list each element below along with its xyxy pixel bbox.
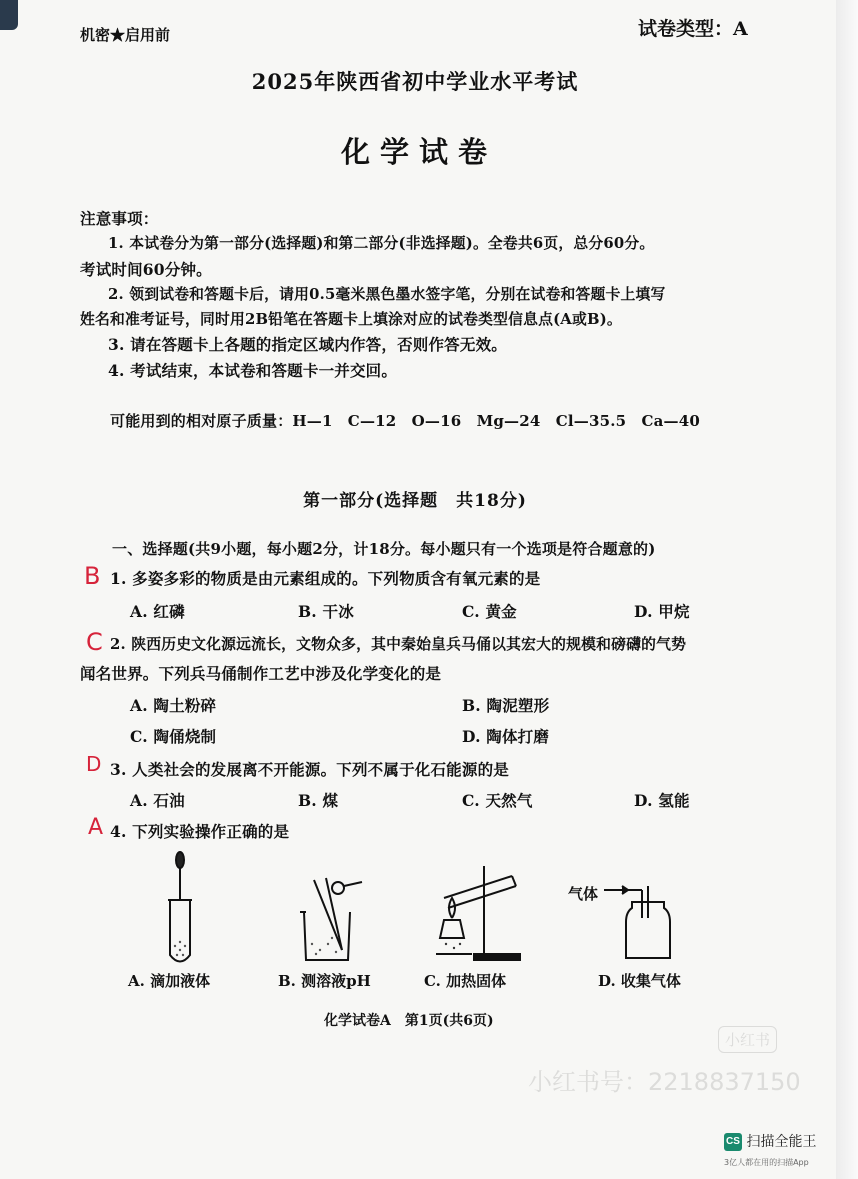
caption-d: D. 收集气体 [598, 972, 681, 990]
gas-collection-illustration [604, 878, 684, 968]
q1-option-a: A. 红磷 [130, 602, 185, 621]
watermark-badge: 小红书 [718, 1026, 777, 1053]
note-1a: 1. 本试卷分为第一部分(选择题)和第二部分(非选择题)。全卷共6页，总分60分。 [108, 235, 655, 252]
scanner-brand [724, 1131, 816, 1151]
atomic-masses: 可能用到的相对原子质量：H—1 C—12 O—16 Mg—24 Cl—35.5 Ca—40 [110, 412, 701, 430]
caption-a: A. 滴加液体 [128, 972, 211, 990]
handwritten-answer-q4: A [88, 815, 104, 840]
handwritten-answer-q3: D [86, 752, 102, 776]
watermark-id: 小红书号：2218837150 [528, 1068, 801, 1096]
note-3: 3. 请在答题卡上各题的指定区域内作答，否则作答无效。 [108, 335, 507, 354]
q2-option-b: B. 陶泥塑形 [462, 696, 550, 715]
q2-option-c: C. 陶俑烧制 [130, 727, 217, 746]
beaker-ph-illustration [292, 872, 372, 967]
note-1b: 考试时间60分钟。 [80, 260, 212, 279]
camscanner-logo-icon: CS [724, 1133, 742, 1151]
question-3-stem: 3. 人类社会的发展离不开能源。下列不属于化石能源的是 [110, 760, 509, 779]
q1-option-d: D. 甲烷 [634, 602, 690, 621]
q3-option-a: A. 石油 [130, 791, 185, 810]
caption-c: C. 加热固体 [424, 972, 507, 990]
handwritten-answer-q2: C [86, 628, 103, 656]
dropper-tube-illustration [150, 850, 210, 970]
scanner-name: 扫描全能王 [746, 1134, 817, 1150]
exam-title: 2025年陕西省初中学业水平考试 [251, 69, 579, 94]
window-corner [0, 0, 18, 30]
note-2a: 2. 领到试卷和答题卡后，请用0.5毫米黑色墨水签字笔，分别在试卷和答题卡上填写 [108, 286, 666, 303]
secret-label: 机密★启用前 [80, 26, 171, 44]
q1-option-b: B. 干冰 [298, 602, 354, 621]
caption-b: B. 测溶液pH [278, 972, 371, 990]
q1-option-c: C. 黄金 [462, 602, 517, 621]
handwritten-answer-q1: B [84, 562, 101, 590]
q3-option-b: B. 煤 [298, 791, 339, 810]
question-2-stem-line1: 2. 陕西历史文化源远流长，文物众多，其中秦始皇兵马俑以其宏大的规模和磅礴的气势 [110, 636, 687, 653]
paper-type: 试卷类型：A [638, 18, 748, 40]
page-edge [836, 0, 858, 1179]
part1-instructions: 一、选择题(共9小题，每小题2分，计18分。每小题只有一个选项是符合题意的) [112, 540, 656, 558]
subject-title: 化学试卷 [340, 135, 497, 169]
q3-option-c: C. 天然气 [462, 791, 533, 810]
heating-solid-illustration [426, 858, 526, 968]
q2-option-a: A. 陶土粉碎 [130, 696, 217, 715]
q3-option-d: D. 氢能 [634, 791, 690, 810]
question-2-stem-line2: 闻名世界。下列兵马俑制作工艺中涉及化学变化的是 [80, 664, 442, 683]
question-4-stem: 4. 下列实验操作正确的是 [110, 822, 290, 841]
scanner-tagline: 3亿人都在用的扫描App [724, 1158, 809, 1167]
note-4: 4. 考试结束，本试卷和答题卡一并交回。 [108, 361, 398, 380]
page-footer: 化学试卷A 第1页(共6页) [324, 1013, 494, 1029]
gas-label: 气体 [568, 885, 599, 903]
notes-heading: 注意事项： [80, 209, 159, 228]
part1-title: 第一部分(选择题 共18分) [303, 491, 527, 511]
q2-option-d: D. 陶体打磨 [462, 727, 550, 746]
question-1-stem: 1. 多姿多彩的物质是由元素组成的。下列物质含有氧元素的是 [110, 569, 541, 588]
note-2b: 姓名和准考证号，同时用2B铅笔在答题卡上填涂对应的试卷类型信息点(A或B)。 [80, 311, 622, 328]
